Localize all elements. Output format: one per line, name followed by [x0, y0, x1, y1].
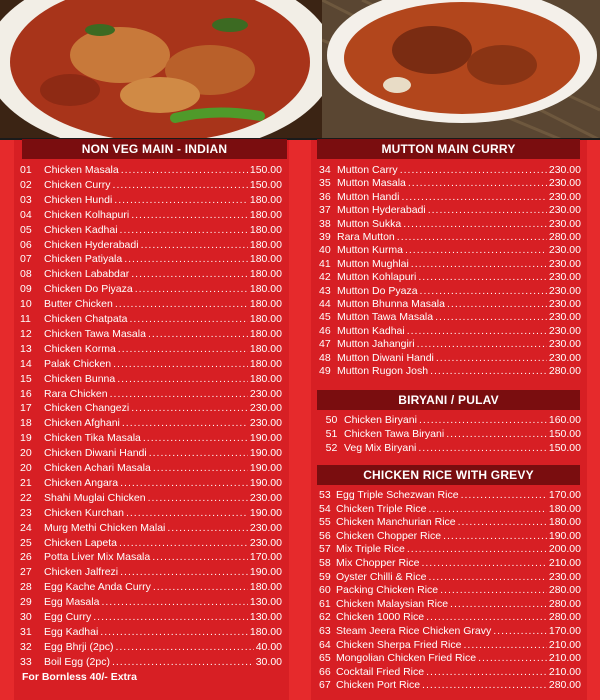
item-price: 200.00 [548, 543, 581, 556]
item-name: Chicken Achari Masala [44, 462, 151, 474]
menu-item-row [20, 312, 282, 327]
item-number: 24 [20, 521, 32, 534]
item-price: 170.00 [548, 489, 581, 501]
dot-leader [131, 401, 248, 416]
item-number: 20 [20, 462, 32, 474]
dot-leader [101, 595, 247, 610]
item-number: 22 [20, 491, 32, 504]
item-number: 29 [20, 596, 32, 609]
item-number: 25 [20, 536, 32, 549]
dot-leader [129, 312, 247, 327]
item-name: Mutton Tawa Masala [337, 311, 434, 324]
item-number: 59 [319, 570, 331, 583]
menu-item-row [20, 372, 282, 387]
item-price: 150.00 [548, 428, 581, 440]
menu-item-row [319, 364, 581, 379]
menu-item-row [20, 625, 282, 640]
item-price: 30.00 [255, 655, 282, 668]
dot-leader [114, 193, 248, 208]
dot-leader [430, 364, 547, 379]
item-number: 53 [319, 489, 331, 501]
item-number: 62 [319, 611, 331, 624]
item-price: 170.00 [249, 551, 282, 564]
item-name: Boil Egg (2pc) [44, 655, 110, 668]
item-price: 190.00 [249, 566, 282, 579]
item-name: Egg Curry [44, 611, 92, 623]
item-price: 230.00 [548, 351, 581, 364]
menu-item-row [319, 441, 581, 456]
item-price: 230.00 [249, 521, 282, 534]
item-price: 190.00 [548, 529, 581, 542]
dot-leader [112, 655, 254, 670]
item-name: Chicken Angara [44, 476, 119, 489]
item-number: 56 [319, 529, 331, 542]
section-heading-chicken-rice: CHICKEN RICE WITH GREVY [317, 465, 580, 485]
item-price: 210.00 [548, 665, 581, 678]
dot-leader [143, 431, 248, 446]
dot-leader [152, 550, 248, 565]
item-number: 31 [20, 625, 32, 638]
item-number: 63 [319, 625, 331, 637]
item-name: Egg Triple Schezwan Rice [336, 489, 459, 501]
menu-item-row [20, 640, 282, 655]
menu-item-row [20, 431, 282, 446]
item-name: Mutton Bhunna Masala [337, 298, 445, 310]
item-name: Rara Mutton [337, 231, 395, 243]
item-number: 03 [20, 193, 32, 206]
item-number: 30 [20, 611, 32, 623]
menu-item-row [20, 342, 282, 357]
item-name: Mutton Masala [337, 177, 406, 190]
item-price: 230.00 [548, 298, 581, 310]
item-price: 280.00 [548, 584, 581, 597]
item-name: Mutton Diwani Handi [337, 351, 434, 364]
dot-leader [141, 238, 248, 253]
item-number: 41 [319, 257, 331, 270]
item-price: 150.00 [249, 164, 282, 176]
item-price: 180.00 [548, 516, 581, 529]
item-number: 50 [325, 414, 338, 426]
item-name: Mutton Kurma [337, 244, 403, 257]
item-price: 230.00 [548, 570, 581, 583]
item-number: 45 [319, 311, 331, 324]
item-name: Mutton Sukka [337, 217, 402, 230]
item-price: 280.00 [548, 231, 581, 243]
dot-leader [100, 625, 248, 640]
dot-leader [124, 252, 248, 267]
item-price: 150.00 [548, 442, 581, 454]
dot-leader [121, 163, 248, 178]
item-number: 65 [319, 652, 331, 665]
item-name: Chicken Do Piyaza [44, 283, 133, 296]
item-name: Steam Jeera Rice Chicken Gravy [336, 625, 492, 637]
item-price: 190.00 [249, 476, 282, 489]
item-price: 210.00 [548, 652, 581, 665]
chicken-curry-photo [0, 0, 322, 140]
item-number: 11 [20, 313, 31, 325]
item-number: 05 [20, 223, 32, 236]
item-name: Chicken Afghani [44, 417, 120, 430]
item-name: Chicken Chopper Rice [336, 529, 442, 542]
item-number: 49 [319, 365, 331, 377]
dot-leader [131, 267, 248, 282]
menu-item-row [20, 506, 282, 521]
item-name: Murg Methi Chicken Malai [44, 521, 166, 534]
item-number: 01 [20, 164, 32, 176]
menu-item-row [20, 655, 282, 670]
item-name: Mutton Do Pyaza [337, 284, 418, 297]
item-name: Potta Liver Mix Masala [44, 551, 151, 564]
menu-item-row [20, 163, 282, 178]
item-number: 06 [20, 238, 32, 251]
item-name: Chicken Kolhapuri [44, 208, 130, 221]
item-name: Chicken Kadhai [44, 223, 118, 236]
menu-item-row [20, 536, 282, 551]
item-number: 33 [20, 655, 32, 668]
item-price: 190.00 [249, 506, 282, 519]
dot-leader [113, 357, 248, 372]
item-price: 180.00 [548, 502, 581, 515]
item-name: Mutton Handi [337, 190, 400, 203]
item-name: Packing Chicken Rice [336, 584, 439, 597]
menu-item-row [20, 357, 282, 372]
menu-item-row [20, 521, 282, 536]
item-number: 16 [20, 387, 32, 400]
item-name: Chicken Triple Rice [336, 502, 427, 515]
item-number: 12 [20, 327, 32, 340]
item-name: Chicken Malaysian Rice [336, 597, 449, 610]
item-price: 230.00 [548, 177, 581, 190]
item-number: 27 [20, 566, 32, 579]
item-number: 38 [319, 217, 331, 230]
item-price: 180.00 [249, 327, 282, 340]
item-price: 230.00 [249, 402, 282, 415]
item-price: 150.00 [249, 178, 282, 191]
dot-leader [148, 491, 248, 506]
menu-gutter [289, 140, 311, 700]
dot-leader [446, 427, 547, 442]
item-number: 18 [20, 417, 32, 430]
item-price: 230.00 [548, 164, 581, 176]
item-number: 55 [319, 516, 331, 529]
dot-leader [122, 416, 248, 431]
item-number: 37 [319, 204, 331, 217]
item-number: 67 [319, 679, 331, 692]
menu-item-row [20, 193, 282, 208]
item-name: Chicken Bunna [44, 372, 116, 385]
item-name: Mutton Jahangiri [337, 338, 415, 351]
item-price: 180.00 [249, 208, 282, 221]
menu-item-row [20, 267, 282, 282]
item-price: 280.00 [548, 365, 581, 377]
menu-item-row [20, 446, 282, 461]
item-number: 07 [20, 253, 32, 266]
section-heading-non-veg-indian: NON VEG MAIN - INDIAN [22, 139, 287, 159]
section-heading-mutton-main: MUTTON MAIN CURRY [317, 139, 580, 159]
item-name: Mutton Rugon Josh [337, 365, 429, 377]
dot-leader [110, 387, 248, 402]
menu-item-row [20, 223, 282, 238]
menu-item-row [20, 297, 282, 312]
item-name: Mutton Kadhai [337, 324, 405, 337]
item-number: 57 [319, 543, 331, 556]
dot-leader [118, 342, 248, 357]
item-price: 230.00 [249, 417, 282, 430]
menu-item-row [20, 238, 282, 253]
item-name: Chicken Kurchan [44, 506, 124, 519]
item-number: 39 [319, 231, 331, 243]
item-price: 180.00 [249, 625, 282, 638]
item-price: 190.00 [249, 447, 282, 460]
item-name: Chicken Biryani [344, 414, 417, 426]
item-number: 52 [325, 442, 338, 454]
item-name: Chicken Korma [44, 342, 116, 355]
dot-leader [418, 441, 547, 456]
item-number: 32 [20, 640, 32, 653]
item-price: 180.00 [249, 223, 282, 236]
item-name: Butter Chicken [44, 298, 113, 311]
item-price: 180.00 [249, 193, 282, 206]
menu-item-row [20, 401, 282, 416]
dot-leader [419, 413, 547, 428]
item-number: 13 [20, 342, 32, 355]
menu-item-row [20, 327, 282, 342]
item-price: 180.00 [249, 253, 282, 266]
menu-item-row [319, 678, 581, 693]
item-name: Chicken Masala [44, 164, 119, 176]
item-name: Cocktail Fried Rice [336, 665, 425, 678]
item-number: 20 [20, 447, 32, 460]
item-name: Chicken Hundi [44, 193, 113, 206]
item-price: 230.00 [548, 324, 581, 337]
menu-item-row [20, 610, 282, 625]
dot-leader [120, 223, 248, 238]
item-number: 42 [319, 271, 331, 284]
dot-leader [167, 521, 247, 536]
item-name: Chicken Chatpata [44, 313, 128, 325]
item-price: 230.00 [548, 338, 581, 351]
section-heading-biryani: BIRYANI / PULAV [317, 390, 580, 410]
item-price: 180.00 [249, 238, 282, 251]
dot-leader [126, 506, 248, 521]
item-number: 14 [20, 357, 32, 370]
item-number: 40 [319, 244, 331, 257]
menu-item-row [319, 413, 581, 428]
item-number: 51 [325, 428, 338, 440]
item-number: 26 [20, 551, 32, 564]
menu-item-row [20, 178, 282, 193]
item-price: 230.00 [548, 284, 581, 297]
item-price: 230.00 [249, 387, 282, 400]
item-number: 02 [20, 178, 32, 191]
dot-leader [148, 327, 248, 342]
item-price: 190.00 [249, 462, 282, 474]
item-name: Chicken Tawa Biryani [344, 428, 445, 440]
item-name: Mutton Carry [337, 164, 398, 176]
menu-item-row [20, 565, 282, 580]
menu-item-row [319, 427, 581, 442]
boneless-extra-note: For Bornless 40/- Extra [22, 671, 137, 683]
menu-border-right [587, 140, 600, 700]
dot-leader [113, 178, 248, 193]
item-name: Chicken Patiyala [44, 253, 123, 266]
item-number: 04 [20, 208, 32, 221]
item-price: 230.00 [548, 204, 581, 217]
item-price: 280.00 [548, 597, 581, 610]
item-price: 230.00 [548, 244, 581, 257]
item-name: Mutton Kohlapuri [337, 271, 417, 284]
item-name: Chicken 1000 Rice [336, 611, 425, 624]
item-number: 54 [319, 502, 331, 515]
item-name: Chicken Curry [44, 178, 111, 191]
item-name: Shahi Muglai Chicken [44, 491, 146, 504]
item-number: 48 [319, 351, 331, 364]
item-name: Chicken Port Rice [336, 679, 421, 692]
item-name: Chicken Lapeta [44, 536, 117, 549]
dot-leader [93, 610, 248, 625]
item-price: 170.00 [548, 625, 581, 637]
item-number: 09 [20, 283, 32, 296]
menu-item-row [20, 580, 282, 595]
dot-leader [120, 565, 248, 580]
item-number: 35 [319, 177, 331, 190]
item-name: Egg Bhrji (2pc) [44, 640, 114, 653]
menu-item-row [20, 461, 282, 476]
item-price: 280.00 [548, 611, 581, 624]
item-name: Chicken Tika Masala [44, 432, 141, 445]
item-name: Chicken Jalfrezi [44, 566, 119, 579]
item-name: Chicken Sherpa Fried Rice [336, 638, 462, 651]
item-number: 46 [319, 324, 331, 337]
item-number: 15 [20, 372, 32, 385]
item-price: 180.00 [249, 313, 282, 325]
dot-leader [149, 446, 248, 461]
item-price: 130.00 [249, 596, 282, 609]
item-number: 47 [319, 338, 331, 351]
item-name: Chicken Changezi [44, 402, 130, 415]
item-price: 230.00 [249, 536, 282, 549]
item-price: 210.00 [548, 557, 581, 569]
item-name: Chicken Manchurian Rice [336, 516, 456, 529]
item-name: Chicken Diwani Handi [44, 447, 147, 460]
dot-leader [153, 580, 248, 595]
item-number: 36 [319, 190, 331, 203]
menu-item-row [20, 387, 282, 402]
menu-item-row [20, 416, 282, 431]
mutton-curry-photo [322, 0, 600, 140]
item-number: 21 [20, 476, 32, 489]
item-name: Palak Chicken [44, 357, 112, 370]
item-number: 10 [20, 298, 32, 311]
item-number: 08 [20, 268, 32, 281]
item-name: Rara Chicken [44, 387, 108, 400]
item-number: 23 [20, 506, 32, 519]
item-name: Chicken Hyderabadi [44, 238, 139, 251]
menu-item-row [20, 476, 282, 491]
item-price: 230.00 [249, 491, 282, 504]
item-number: 60 [319, 584, 331, 597]
item-price: 130.00 [249, 611, 282, 623]
item-price: 230.00 [548, 257, 581, 270]
dot-leader [131, 208, 248, 223]
menu-border-left [0, 140, 14, 700]
item-price: 180.00 [249, 342, 282, 355]
item-price: 190.00 [249, 432, 282, 445]
item-name: Veg Mix Biryani [344, 442, 417, 454]
item-name: Egg Masala [44, 596, 100, 609]
item-number: 61 [319, 597, 331, 610]
item-name: Oyster Chilli & Rice [336, 570, 427, 583]
item-name: Egg Kache Anda Curry [44, 581, 151, 594]
item-number: 28 [20, 581, 32, 594]
menu-item-row [20, 550, 282, 565]
item-number: 44 [319, 298, 331, 310]
item-number: 17 [20, 402, 32, 415]
item-number: 66 [319, 665, 331, 678]
item-name: Chicken Lababdar [44, 268, 130, 281]
item-name: Chicken Tawa Masala [44, 327, 146, 340]
item-name: Egg Kadhai [44, 625, 99, 638]
item-name: Mutton Mughlai [337, 257, 409, 270]
dot-leader [135, 282, 248, 297]
item-price: 180.00 [249, 581, 282, 594]
item-price: 230.00 [548, 271, 581, 284]
menu-item-row [20, 491, 282, 506]
item-name: Mix Triple Rice [336, 543, 405, 556]
item-price: 280.00 [548, 679, 581, 692]
menu-item-row [20, 208, 282, 223]
dot-leader [119, 536, 248, 551]
item-name: Mix Chopper Rice [336, 557, 420, 569]
item-price: 180.00 [249, 268, 282, 281]
item-price: 180.00 [249, 372, 282, 385]
dot-leader [120, 476, 248, 491]
menu-item-row [20, 595, 282, 610]
item-number: 58 [319, 557, 331, 569]
item-price: 180.00 [249, 298, 282, 311]
item-price: 180.00 [249, 283, 282, 296]
dot-leader [153, 461, 248, 476]
dot-leader [115, 640, 253, 655]
item-number: 64 [319, 638, 331, 651]
dot-leader [117, 372, 248, 387]
menu-item-row [20, 252, 282, 267]
item-price: 230.00 [548, 311, 581, 324]
item-number: 19 [20, 432, 32, 445]
item-price: 230.00 [548, 217, 581, 230]
item-number: 34 [319, 164, 331, 176]
item-price: 210.00 [548, 638, 581, 651]
item-price: 180.00 [249, 357, 282, 370]
item-number: 43 [319, 284, 331, 297]
item-name: Mutton Hyderabadi [337, 204, 426, 217]
item-price: 230.00 [548, 190, 581, 203]
dot-leader [422, 678, 547, 693]
item-name: Mongolian Chicken Fried Rice [336, 652, 477, 665]
item-price: 160.00 [548, 414, 581, 426]
menu-item-row [20, 282, 282, 297]
item-price: 40.00 [255, 640, 282, 653]
dot-leader [115, 297, 248, 312]
